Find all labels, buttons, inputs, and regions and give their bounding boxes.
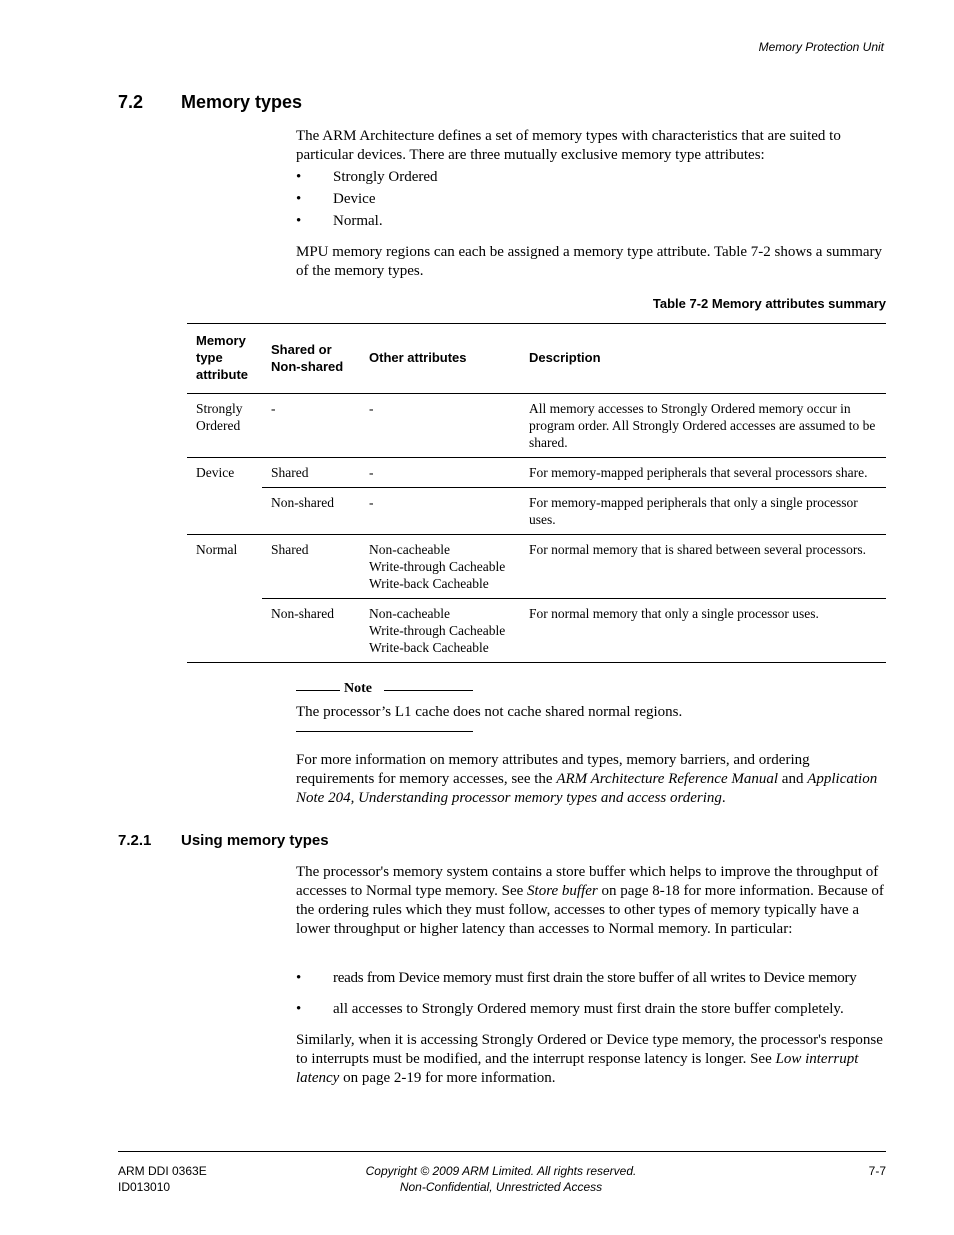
memory-attributes-table xyxy=(187,323,886,663)
shared-cell: Non-shared xyxy=(262,599,360,663)
more-info-paragraph xyxy=(296,751,886,808)
list-item: • Strongly Ordered xyxy=(296,169,438,185)
table-row xyxy=(187,535,886,599)
shared-cell: Shared xyxy=(262,458,360,488)
memory-type-cell: Device xyxy=(187,458,262,535)
shared-cell: - xyxy=(262,394,360,458)
description-cell: For memory-mapped peripherals that only a single processor uses. xyxy=(520,488,886,535)
similarly-text: Similarly, when it is accessing Strongly Ordered or Device type memory, the processor's response to interrupts must be modified, and the interrupt response latency is longer. See xyxy=(296,1032,883,1067)
list-item-text: Device xyxy=(333,191,376,207)
memory-type-list xyxy=(296,168,891,234)
running-header: Memory Protection Unit xyxy=(758,40,884,54)
ordering-rules-list xyxy=(296,969,891,1031)
note-rule-right xyxy=(384,690,473,691)
mpu-paragraph: MPU memory regions can each be assigned a memory type attribute. Table 7-2 shows a summary of the memory types. xyxy=(296,244,883,279)
footer-legal xyxy=(300,1163,702,1195)
list-item: • Device xyxy=(296,191,376,207)
similarly-text: on page 2-19 for more information. xyxy=(339,1070,556,1086)
copyright-text: Copyright © 2009 ARM Limited. All rights reserved. xyxy=(365,1164,637,1178)
list-item: • reads from Device memory must first drain the store buffer of all writes to Device memory xyxy=(296,970,857,986)
page-number: 7-7 xyxy=(868,1164,886,1178)
similarly-paragraph xyxy=(296,1031,886,1088)
table-row xyxy=(187,394,886,458)
issue-id: ID013010 xyxy=(118,1180,171,1194)
list-item-text: all accesses to Strongly Ordered memory must first drain the store buffer completely. xyxy=(333,1001,844,1017)
note-rule-bottom xyxy=(296,731,473,732)
subsection-title: Using memory types xyxy=(181,832,329,849)
list-item-text: reads from Device memory must first drain the store buffer of all writes to Device memory xyxy=(333,970,857,986)
reference-link[interactable]: ARM Architecture Reference Manual xyxy=(556,771,779,787)
more-info-text: . xyxy=(721,790,726,806)
cross-reference-link[interactable]: Store buffer xyxy=(527,883,598,899)
description-cell: For normal memory that only a single processor uses. xyxy=(520,599,886,663)
column-header: Shared or Non-shared xyxy=(262,324,360,394)
column-header: Memory type attribute xyxy=(187,324,262,394)
reference-link[interactable]: Application Note 204, Understanding processor memory types and access ordering xyxy=(296,771,878,806)
shared-cell: Non-shared xyxy=(262,488,360,535)
section-number: 7.2 xyxy=(118,92,144,112)
list-item: • all accesses to Strongly Ordered memory must first drain the store buffer completely. xyxy=(296,1001,844,1017)
memory-type-cell: Strongly Ordered xyxy=(187,394,262,458)
usage-text: on page 8-18 for more information. Because of the ordering rules which they must follow, accesses to other types of memory typically have a lower throughput or higher latency than accesses to Normal memory. In particular: xyxy=(296,883,884,937)
more-info-text: and xyxy=(778,771,808,787)
table-row xyxy=(187,599,886,663)
table-row xyxy=(187,458,886,488)
section-title: Memory types xyxy=(181,92,303,112)
description-cell: For normal memory that is shared between several processors. xyxy=(520,535,886,599)
more-info-text: For more information on memory attributes and types, memory barriers, and ordering requirements for memory accesses, see the xyxy=(296,752,810,787)
other-attributes-cell: Non-cacheable Write-through Cacheable Write-back Cacheable xyxy=(360,599,520,663)
memory-type-cell: Normal xyxy=(187,535,262,663)
column-header: Description xyxy=(520,324,886,394)
other-attributes-cell: Non-cacheable Write-through Cacheable Write-back Cacheable xyxy=(360,535,520,599)
access-text: Non-Confidential, Unrestricted Access xyxy=(399,1180,603,1194)
note-label: Note xyxy=(344,681,372,696)
cross-reference-link[interactable]: Low interrupt latency xyxy=(296,1051,859,1086)
usage-paragraph xyxy=(296,863,888,939)
shared-cell: Shared xyxy=(262,535,360,599)
list-item: • Normal. xyxy=(296,213,383,229)
description-cell: All memory accesses to Strongly Ordered memory occur in program order. All Strongly Ordered accesses are assumed to be shared. xyxy=(520,394,886,458)
table-caption: Table 7-2 Memory attributes summary xyxy=(652,296,886,311)
document-id: ARM DDI 0363E xyxy=(118,1164,207,1178)
table-header-row xyxy=(187,324,886,394)
subsection-number: 7.2.1 xyxy=(118,832,152,849)
footer-doc-ids xyxy=(118,1163,207,1195)
footer-rule xyxy=(118,1151,886,1152)
note-rule-left xyxy=(296,690,340,691)
other-attributes-cell: - xyxy=(360,488,520,535)
note-text: The processor’s L1 cache does not cache shared normal regions. xyxy=(296,704,683,720)
other-attributes-cell: - xyxy=(360,394,520,458)
column-header: Other attributes xyxy=(360,324,520,394)
list-item-text: Normal. xyxy=(333,213,383,229)
table-row xyxy=(187,488,886,535)
description-cell: For memory-mapped peripherals that several processors share. xyxy=(520,458,886,488)
intro-paragraph: The ARM Architecture defines a set of memory types with characteristics that are suited to particular devices. There are three mutually exclusive memory type attributes: xyxy=(296,128,841,163)
other-attributes-cell: - xyxy=(360,458,520,488)
list-item-text: Strongly Ordered xyxy=(333,169,438,185)
usage-text: The processor's memory system contains a store buffer which helps to improve the throughput of accesses to Normal type memory. See xyxy=(296,864,879,899)
